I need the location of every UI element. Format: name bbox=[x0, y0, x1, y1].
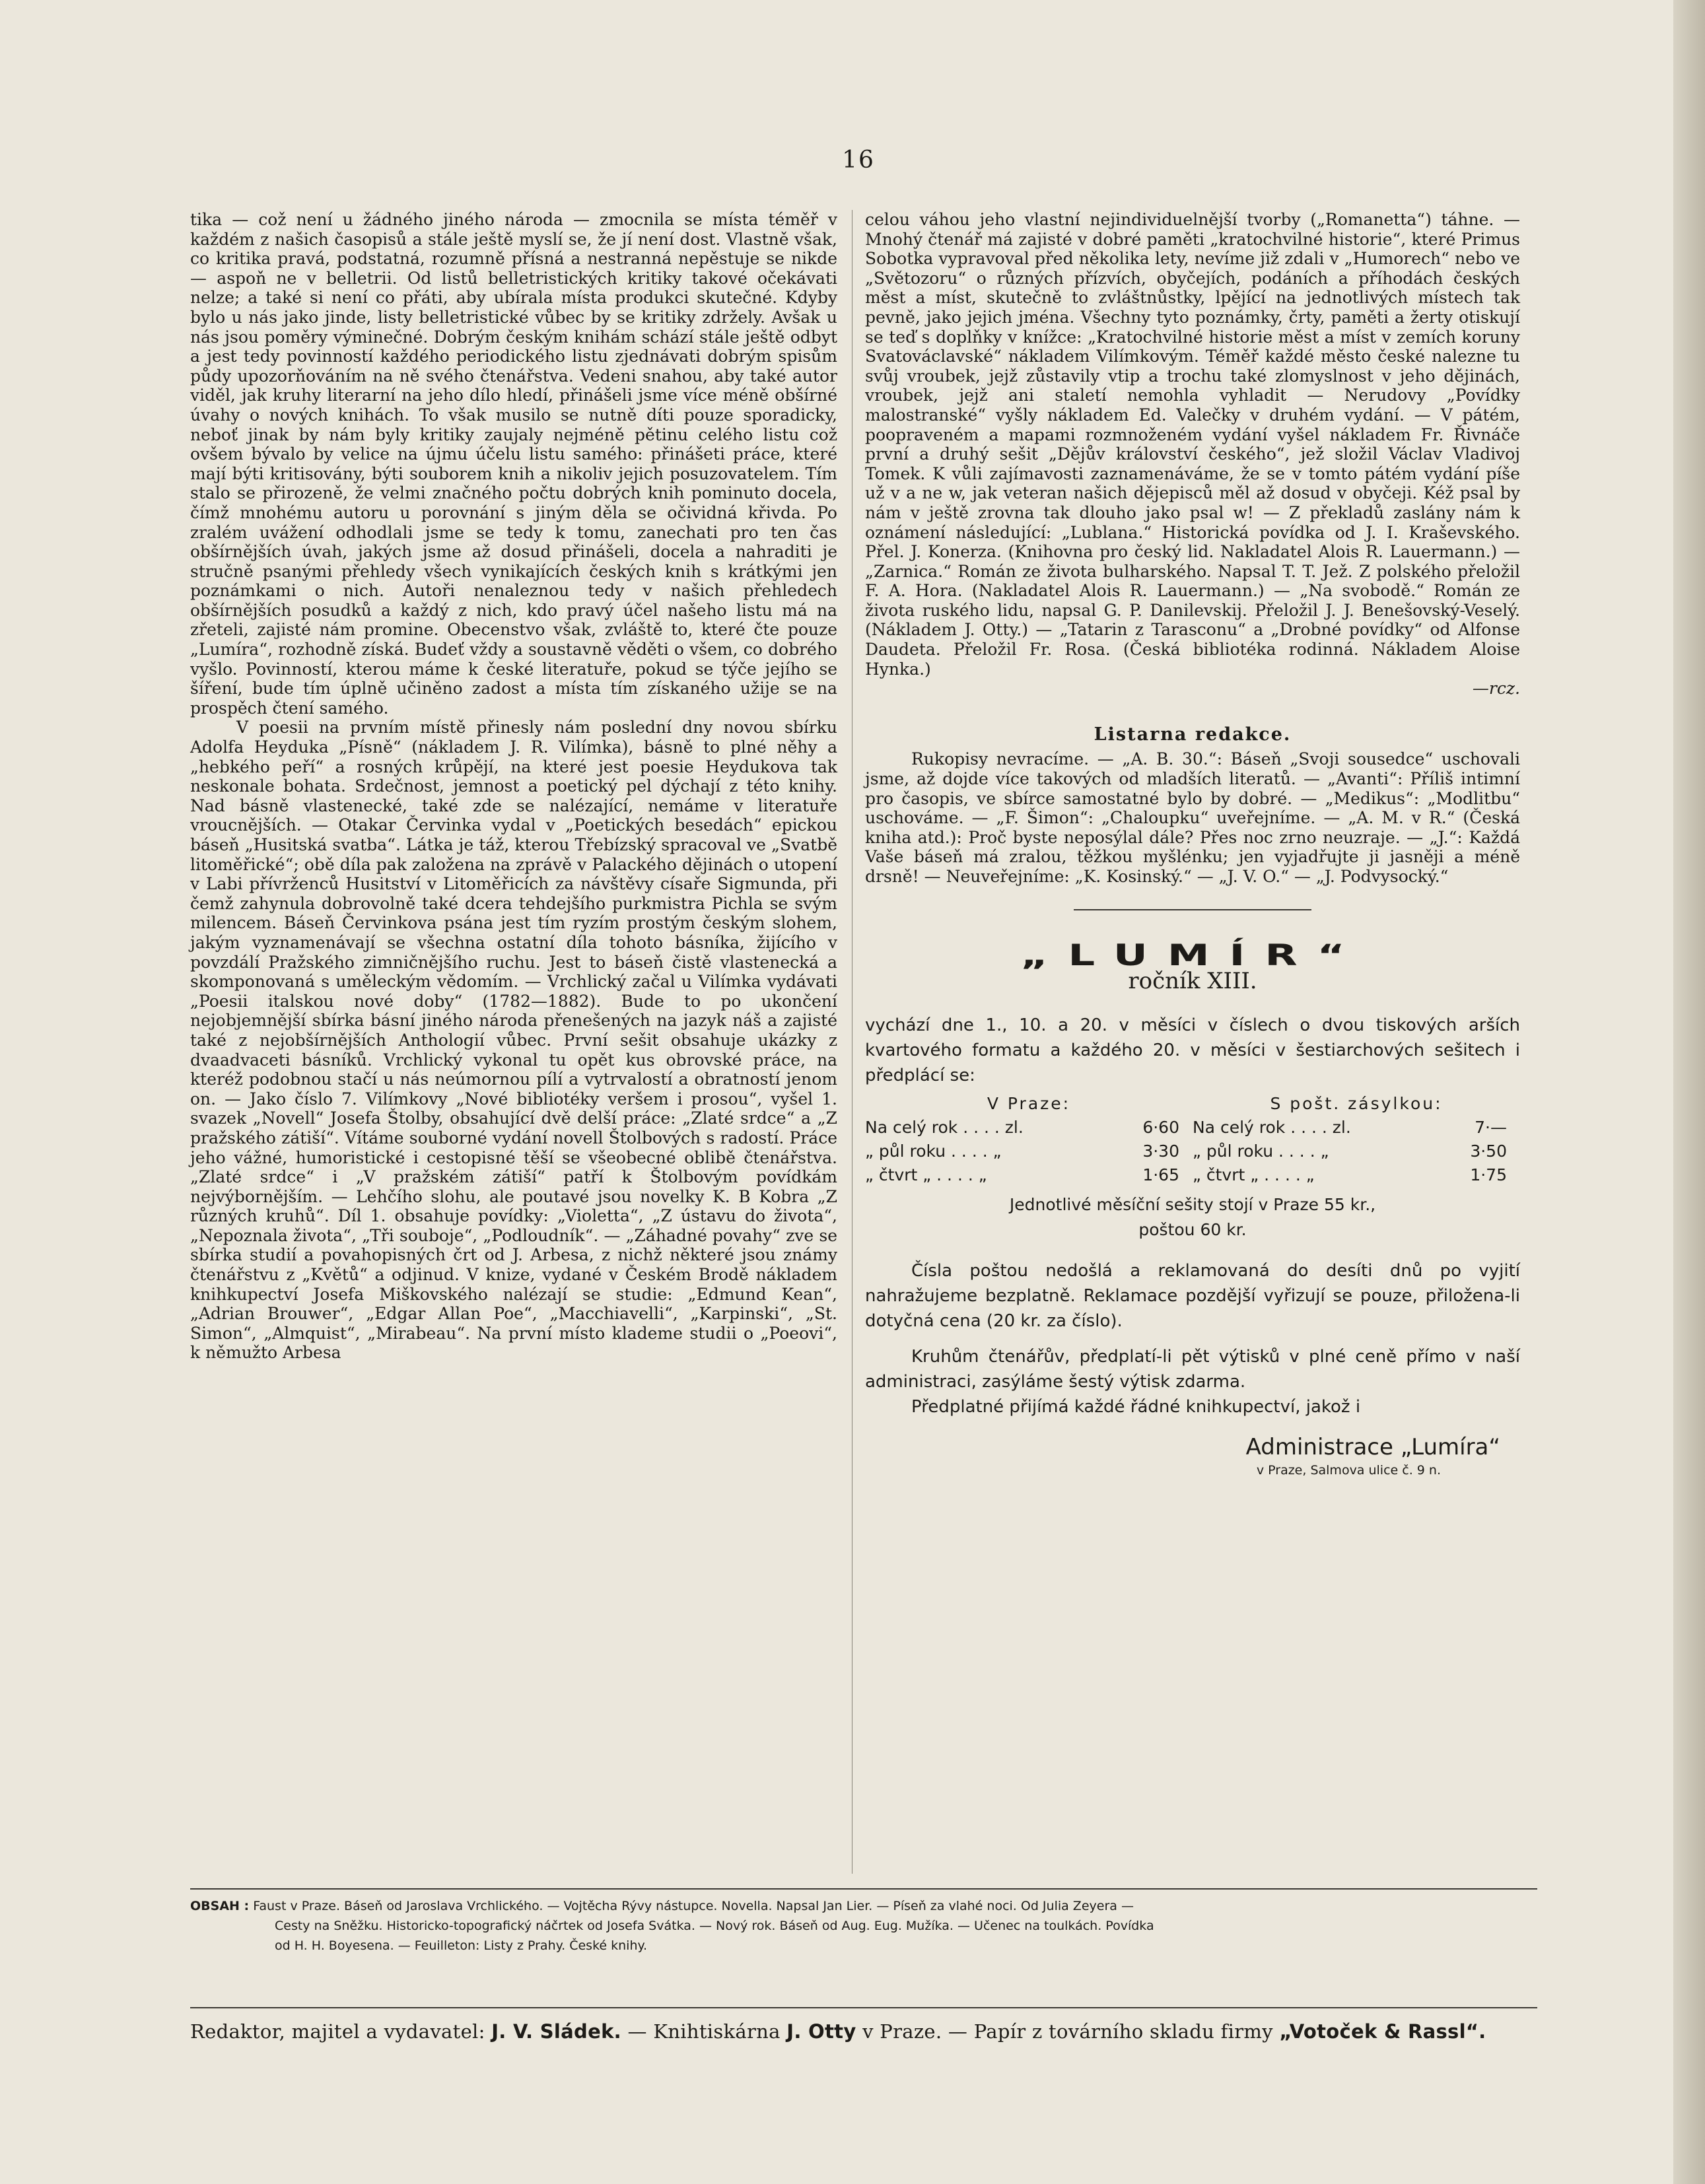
imprint-print-prefix: — Knihtiskárna bbox=[627, 2020, 781, 2043]
price-label: „ čtvrt „ . . . . „ bbox=[1192, 1165, 1315, 1184]
administration-address: v Praze, Salmova ulice č. 9 n. bbox=[1256, 1463, 1441, 1478]
header-post: S pošt. zásylkou: bbox=[1270, 1093, 1443, 1113]
imprint bbox=[190, 2007, 1537, 2043]
single-issue-post: poštou 60 kr. bbox=[1138, 1219, 1247, 1239]
binding-edge bbox=[1673, 0, 1705, 2184]
contents-line-1: Faust v Praze. Báseň od Jaroslava Vrchlického. — Vojtěcha Rývy nástupce. Novella. Napsal Jan Lier. — Píseň za vlahé noci. Od Julia Zeyera — bbox=[253, 1899, 1134, 1913]
price-table-header bbox=[865, 1092, 1520, 1116]
section-divider bbox=[1074, 909, 1311, 910]
price-row bbox=[865, 1140, 1520, 1163]
contents-line-3: od H. H. Boyesena. — Feuilleton: Listy z Prahy. České knihy. bbox=[275, 1938, 648, 1953]
contents-label: OBSAH : bbox=[190, 1899, 250, 1913]
imprint-prefix: Redaktor, majitel a vydavatel: bbox=[190, 2020, 485, 2043]
price-label: „ čtvrt „ . . . . „ bbox=[865, 1165, 987, 1184]
price-value: 1·75 bbox=[1470, 1165, 1507, 1184]
single-issue-price: Jednotlivé měsíční sešity stojí v Praze 55 kr., bbox=[1009, 1194, 1376, 1214]
price-label: „ půl roku . . . . „ bbox=[1192, 1141, 1329, 1161]
subscription-offer: Kruhům čtenářův, předplatí-li pět výtisků v plné ceně přímo v naší administraci, zasýláme šestý výtisk zdarma. bbox=[865, 1346, 1520, 1392]
lumir-volume: ročník XIII. bbox=[1128, 968, 1257, 995]
price-value: 7·— bbox=[1475, 1117, 1507, 1137]
imprint-print-suffix: v Praze. — Papír z továrního skladu firmy bbox=[862, 2020, 1273, 2043]
page-number: 16 bbox=[842, 147, 875, 174]
price-table bbox=[865, 1092, 1520, 1187]
table-of-contents bbox=[190, 1888, 1537, 1956]
left-column bbox=[190, 210, 837, 1363]
administration-name: Administrace „Lumíra“ bbox=[1245, 1433, 1500, 1460]
price-label: Na celý rok . . . . zl. bbox=[865, 1117, 1024, 1137]
imprint-paper-firm: „Votoček & Rassl“. bbox=[1279, 2020, 1486, 2043]
left-paragraph-2: V poesii na prvním místě přinesly nám poslední dny novou sbírku Adolfa Heyduka „Písně“ (nákladem J. R. Vilímka), básně to plné něhy a „hebkého peří“ a rosných krůpějí, na které jest poesie Heydukova tak neskonale bohata. Srdečnost, jemnost a poetický pel dýchají z této knihy. Nad básně vlastenecké, také zde se nalézající, nemáme v literatuře vroucnějších. — Otakar Červinka vydal v „Poetických besedách“ epickou báseň „Husitská svatba“. Látka je táž, kterou Třebízský spracoval ve „Svatbě litoměřické“; obě díla pak založena na zprávě v Palackého dějinách o utopení v Labi přívrženců Husitství v Litoměřicích za návštěvy císaře Sigmunda, při čemž zahynula dobrovolně také dcera tehdejšího purkmistra Pichla se svým milencem. Báseň Červinkova psána jest tím ryzím prostým českým slohem, jakým vyznamenávají se všechna ostatní díla tohoto básníka, žijícího v povzdálí Pražského zimničnějšího ruchu. Jest to báseň čistě vlastenecká a skomponovaná s uměleckým vědomím. — Vrchlický začal u Vilímka vydávati „Poesii italskou nové doby“ (1782—1882). Bude to po ukončení nejobjemnější sbírka básní jiného národa přenešených na jazyk náš a zajisté také z nejobšírnějších Anthologií vůbec. První sešit obsahuje ukázky z dvaadvaceti básníků. Vrchlický vykonal tu opět kus obrovské práce, na kteréž podobnou stačí u nás neúmornou pílí a vytrvalostí a obratností jenom on. — Jako číslo 7. Vilímkovy „Nové bibliotéky veršem i prosou“, vyšel 1. svazek „Novell“ Josefa Štolby, obsahující dvě delší práce: „Zlaté srdce“ a „Z pražského zátiší“. Vítáme souborné vydání novell Štolbových s radostí. Práce jeho vážné, humoristické i cestopisné těší se všeobecné oblibě čtenářstva. „Zlaté srdce“ i „V pražském zátiší“ patří k Štolbovým povídkám nejvýbornějším. — Lehčího slohu, ale poutavé jsou novelky K. B Kobra „Z různých kruhů“. Díl 1. obsahuje povídky: „Violetta“, „Z ústavu do života“, „Nepoznala života“, „Tři souboje“, „Podloudník“. — „Záhadné povahy“ zve se sbírka studií a povahopisných črt od J. Arbesa, z nichž některé jsou známy čtenářstvu z „Květů“ a odjinud. V knize, vydané v Českém Brodě nákladem knihkupectví Josefa Miškovského nalézají se studie: „Edmund Kean“, „Adrian Brouwer“, „Edgar Allan Poe“, „Macchiavelli“, „Karpinski“, „St. Simon“, „Almquist“, „Mirabeau“. Na první místo klademe studii o „Poeovi“, k němužto Arbesa bbox=[190, 718, 837, 1363]
price-row bbox=[865, 1163, 1520, 1187]
price-label: „ půl roku . . . . „ bbox=[865, 1141, 1002, 1161]
price-value: 3·30 bbox=[1142, 1141, 1179, 1161]
advert-intro: vychází dne 1., 10. a 20. v měsíci v číslech o dvou tiskových arších kvartového formatu a každého 20. v měsíci v šestiarchových sešitech i předplácí se: bbox=[865, 1015, 1520, 1085]
price-row bbox=[865, 1116, 1520, 1140]
listarna-text: Rukopisy nevracíme. — „A. B. 30.“: Báseň „Svoji sousedce“ uschovali jsme, až dojde více takových od mladších literatů. — „Avanti“: Příliš intimní pro časopis, ve sbírce samostatné bylo by dobré. — „Medikus“: „Modlitbu“ uschováme. — „F. Šimon“: „Chaloupku“ uveřejníme. — „A. M. v R.“ (Česká kniha atd.): Proč byste neposýlal dále? Přes noc zrno neuzraje. — „J.“: Každá Vaše báseň má zralou, těžkou myšlénku; jen vyjadřujte ji jasněji a méně drsně! — Neuveřejníme: „K. Kosinský.“ — „J. V. O.“ — „J. Podvysocký.“ bbox=[865, 749, 1520, 886]
price-value: 6·60 bbox=[1142, 1117, 1179, 1137]
review-byline: —rcz. bbox=[1472, 679, 1520, 699]
left-paragraph-1: tika — což není u žádného jiného národa — zmocnila se místa téměř v každém z našich časopisů a stále ještě myslí se, že jí není dost. Vlastně však, co kritika pravá, podstatná, rozumně přísná a nestranná nepěstuje se nikde — aspoň ne v belletrii. Od listů belletristických kritiky takové očekávati nelze; a také si není co přáti, aby ubírala místa produkci skutečné. Kdyby bylo u nás jako jinde, listy belletristické vůbec by se kritiky zdržely. Avšak u nás jsou poměry výminečné. Dobrým českým knihám schází stále ještě odbyt a jest tedy povinností každého periodického listu zjednávati dobrým spisům půdy upozorňováním na ně svého čtenářstva. Vedeni snahou, aby také autor viděl, jak kruhy literarní na jeho dílo hledí, přinášeli jsme více méně obšírné úvahy o nových knihách. To však musilo se nutně díti pouze sporadicky, neboť jinak by nám byly kritiky zaujaly nejméně pětinu celého listu což ovšem bývalo by velice na újmu účelu listu samého: přinášeti práce, které mají býti kritisovány, býti souborem knih a nikoliv jejich posuzovatelem. Tím stalo se přirozeně, že velmi značného počtu dobrých knih pominuto docela, čímž mnohému autoru u porovnání s jiným děla se očividná křivda. Po zralém uvážení odhodlali jsme se tedy k tomu, zanechati pro ten čas obšírnějších úvah, jakých jsme až dosud přinášeli, docela a nahraditi je stručně psanými přehledy všech vynikajících českých knih s krátkými jen poznámkami o nich. Autoři nenaleznou tedy v našich přehledech obšírnějších posudků a každý z nich, kdo pravý účel našeho listu má na zřeteli, zajisté nám promine. Obecenstvo však, zvláště to, které čte pouze „Lumíra“, rozhodně získá. Budeť vždy a soustavně věděti o všem, co dobrého vyšlo. Povinností, kterou máme k české literatuře, pokud se týče jejího se šíření, bude tím úplně učiněno zadost a místa tím získaného užije se na prospěch čtení samého. bbox=[190, 210, 837, 718]
listarna-heading: Listarna redakce. bbox=[1094, 724, 1292, 745]
contents-line-2: Cesty na Sněžku. Historicko-topografický náčrtek od Josefa Svátka. — Nový rok. Báseň od Aug. Eug. Mužíka. — Učenec na toulkách. Povídka bbox=[275, 1919, 1154, 1933]
bookshops-note: Předplatné přijímá každé řádné knihkupectví, jakož i bbox=[911, 1396, 1361, 1417]
right-column bbox=[865, 210, 1520, 1481]
right-paragraph-1: celou váhou jeho vlastní nejindividuelnější tvorby („Romanetta“) táhne. — Mnohý čtenář má zajisté v dobré paměti „kratochvilné historie“, které Primus Sobotka vypravoval před několika lety, nevíme již zdali v „Humorech“ nebo ve „Světozoru“ o různých přízvích, obyčejích, podáních a příhodách českých měst a míst, skutečně to zvláštnůstky, lpějící na jednotlivých místech tak pevně, jako jejich jména. Všechny tyto poznámky, črty, paměti a žerty otiskují se teď s doplňky v knížce: „Kratochvilné historie měst a míst v zemích koruny Svatováclavské“ nákladem Vilímkovým. Téměř každé město české nalezne tu svůj vroubek, jejž zůstavily vtip a trochu také zlomyslnost v jeho dějinách, vroubek, jejž ani staletí nemohla vyhladit — Nerudovy „Povídky malostranské“ vyšly nákladem Ed. Valečky v druhém vydání. — V pátém, poopraveném a mapami rozmnoženém vydání vyšel nákladem Fr. Řivnáče první a druhý sešit „Dějův království českého“, jež složil Václav Vladivoj Tomek. K vůli zajímavosti zaznamenáváme, že se v tomto pátém vydání píše už v a ne w, jak veteran našich dějepisců měl až dosud v obyčeji. Kéž psal by nám v ještě zrovna tak dlouho jako psal w! — Z překladů zaslány nám k oznámení následující: „Lublana.“ Historická povídka od J. I. Kraševského. Přel. J. Konerza. (Knihovna pro český lid. Nakladatel Alois R. Lauermann.) — „Zarnica.“ Román ze života bulharského. Napsal T. T. Jež. Z polského přeložil F. A. Hora. (Nakladatel Alois R. Lauermann.) — „Na svobodě.“ Román ze života ruského lidu, napsal G. P. Danilevskij. Přeložil J. J. Benešovský-Veselý. (Nákladem J. Otty.) — „Tatarin z Tarasconu“ a „Drobné povídky“ od Alfonse Daudeta. Přeložil Fr. Rosa. (Česká bibliotéka rodinná. Nákladem Aloise Hynka.) bbox=[865, 210, 1520, 679]
header-prague: V Praze: bbox=[987, 1093, 1071, 1113]
price-value: 3·50 bbox=[1470, 1141, 1507, 1161]
price-value: 1·65 bbox=[1142, 1165, 1179, 1184]
lumir-title: „LUMÍR“ bbox=[1020, 938, 1365, 973]
imprint-editor: J. V. Sládek. bbox=[491, 2020, 621, 2043]
imprint-printer: J. Otty bbox=[786, 2020, 856, 2043]
price-label: Na celý rok . . . . zl. bbox=[1192, 1117, 1351, 1137]
reclamation-note: Čísla poštou nedošlá a reklamovaná do desíti dnů po vyjití nahražujeme bezplatně. Reklamace pozdější vyřizují se pouze, přiložena-li dotyčná cena (20 kr. za číslo). bbox=[865, 1260, 1520, 1331]
